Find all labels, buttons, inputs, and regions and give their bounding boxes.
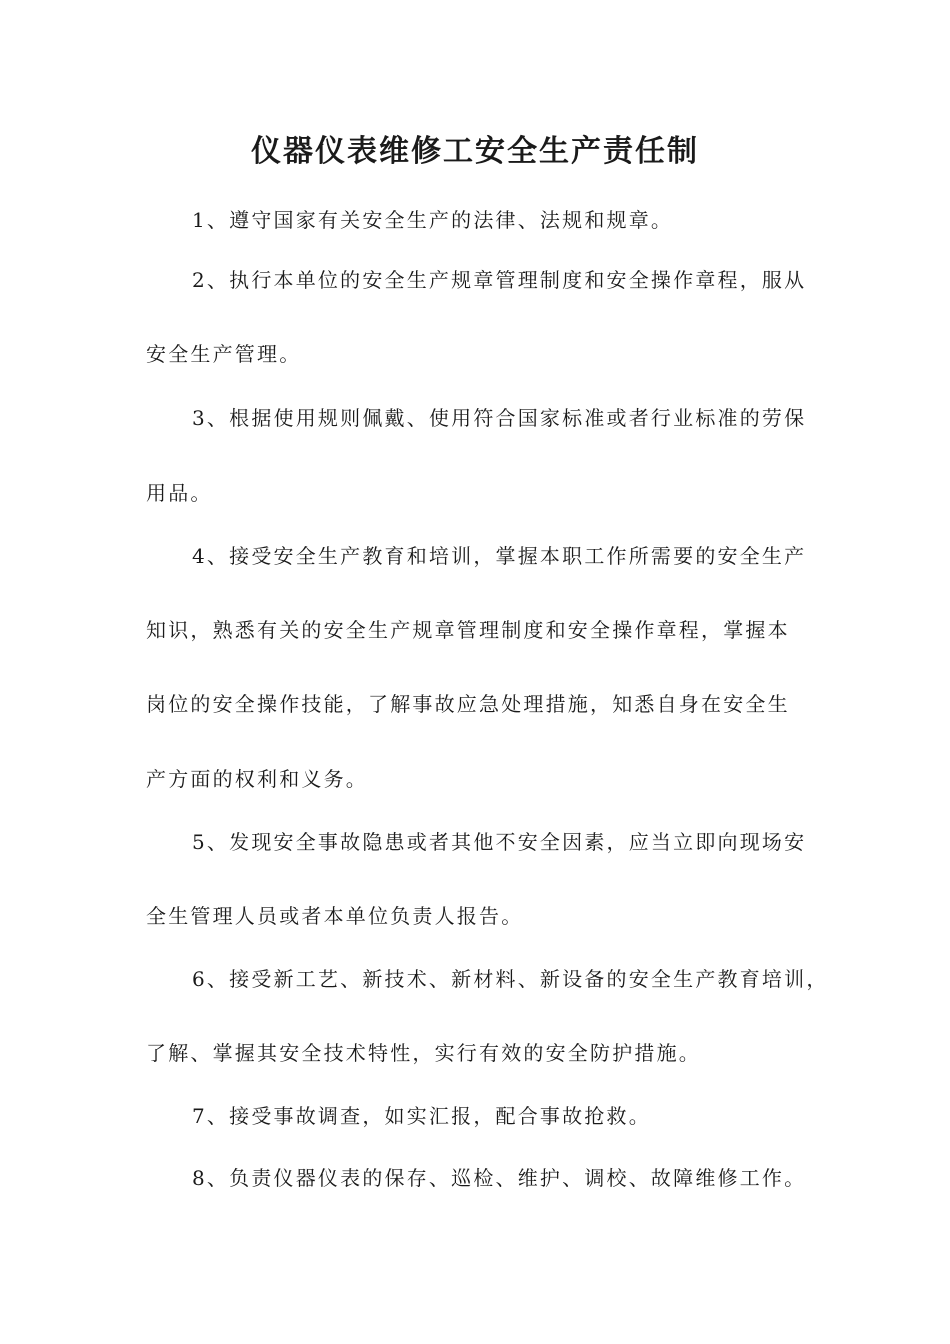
item-2-line-1: 2、执行本单位的安全生产规章管理制度和安全操作章程，服从 — [192, 268, 807, 292]
item-4-line-4: 产方面的权利和义务。 — [146, 767, 368, 791]
item-4-line-3: 岗位的安全操作技能，了解事故应急处理措施，知悉自身在安全生 — [146, 692, 790, 716]
item-7-line-1: 7、接受事故调查，如实汇报，配合事故抢救。 — [192, 1104, 651, 1128]
item-3-line-2: 用品。 — [146, 481, 213, 505]
item-6-line-1: 6、接受新工艺、新技术、新材料、新设备的安全生产教育培训， — [192, 967, 829, 991]
item-4-line-1: 4、接受安全生产教育和培训，掌握本职工作所需要的安全生产 — [192, 544, 807, 568]
item-4-line-2: 知识，熟悉有关的安全生产规章管理制度和安全操作章程，掌握本 — [146, 618, 790, 642]
item-6-line-2: 了解、掌握其安全技术特性，实行有效的安全防护措施。 — [146, 1041, 701, 1065]
item-5-line-1: 5、发现安全事故隐患或者其他不安全因素，应当立即向现场安 — [192, 830, 807, 854]
item-1-line-1: 1、遵守国家有关安全生产的法律、法规和规章。 — [192, 208, 674, 232]
item-3-line-1: 3、根据使用规则佩戴、使用符合国家标准或者行业标准的劳保 — [192, 406, 807, 430]
item-2-line-2: 安全生产管理。 — [146, 342, 302, 366]
item-8-line-1: 8、负责仪器仪表的保存、巡检、维护、调校、故障维修工作。 — [192, 1166, 807, 1190]
item-5-line-2: 全生管理人员或者本单位负责人报告。 — [146, 904, 524, 928]
document-title: 仪器仪表维修工安全生产责任制 — [251, 134, 699, 169]
